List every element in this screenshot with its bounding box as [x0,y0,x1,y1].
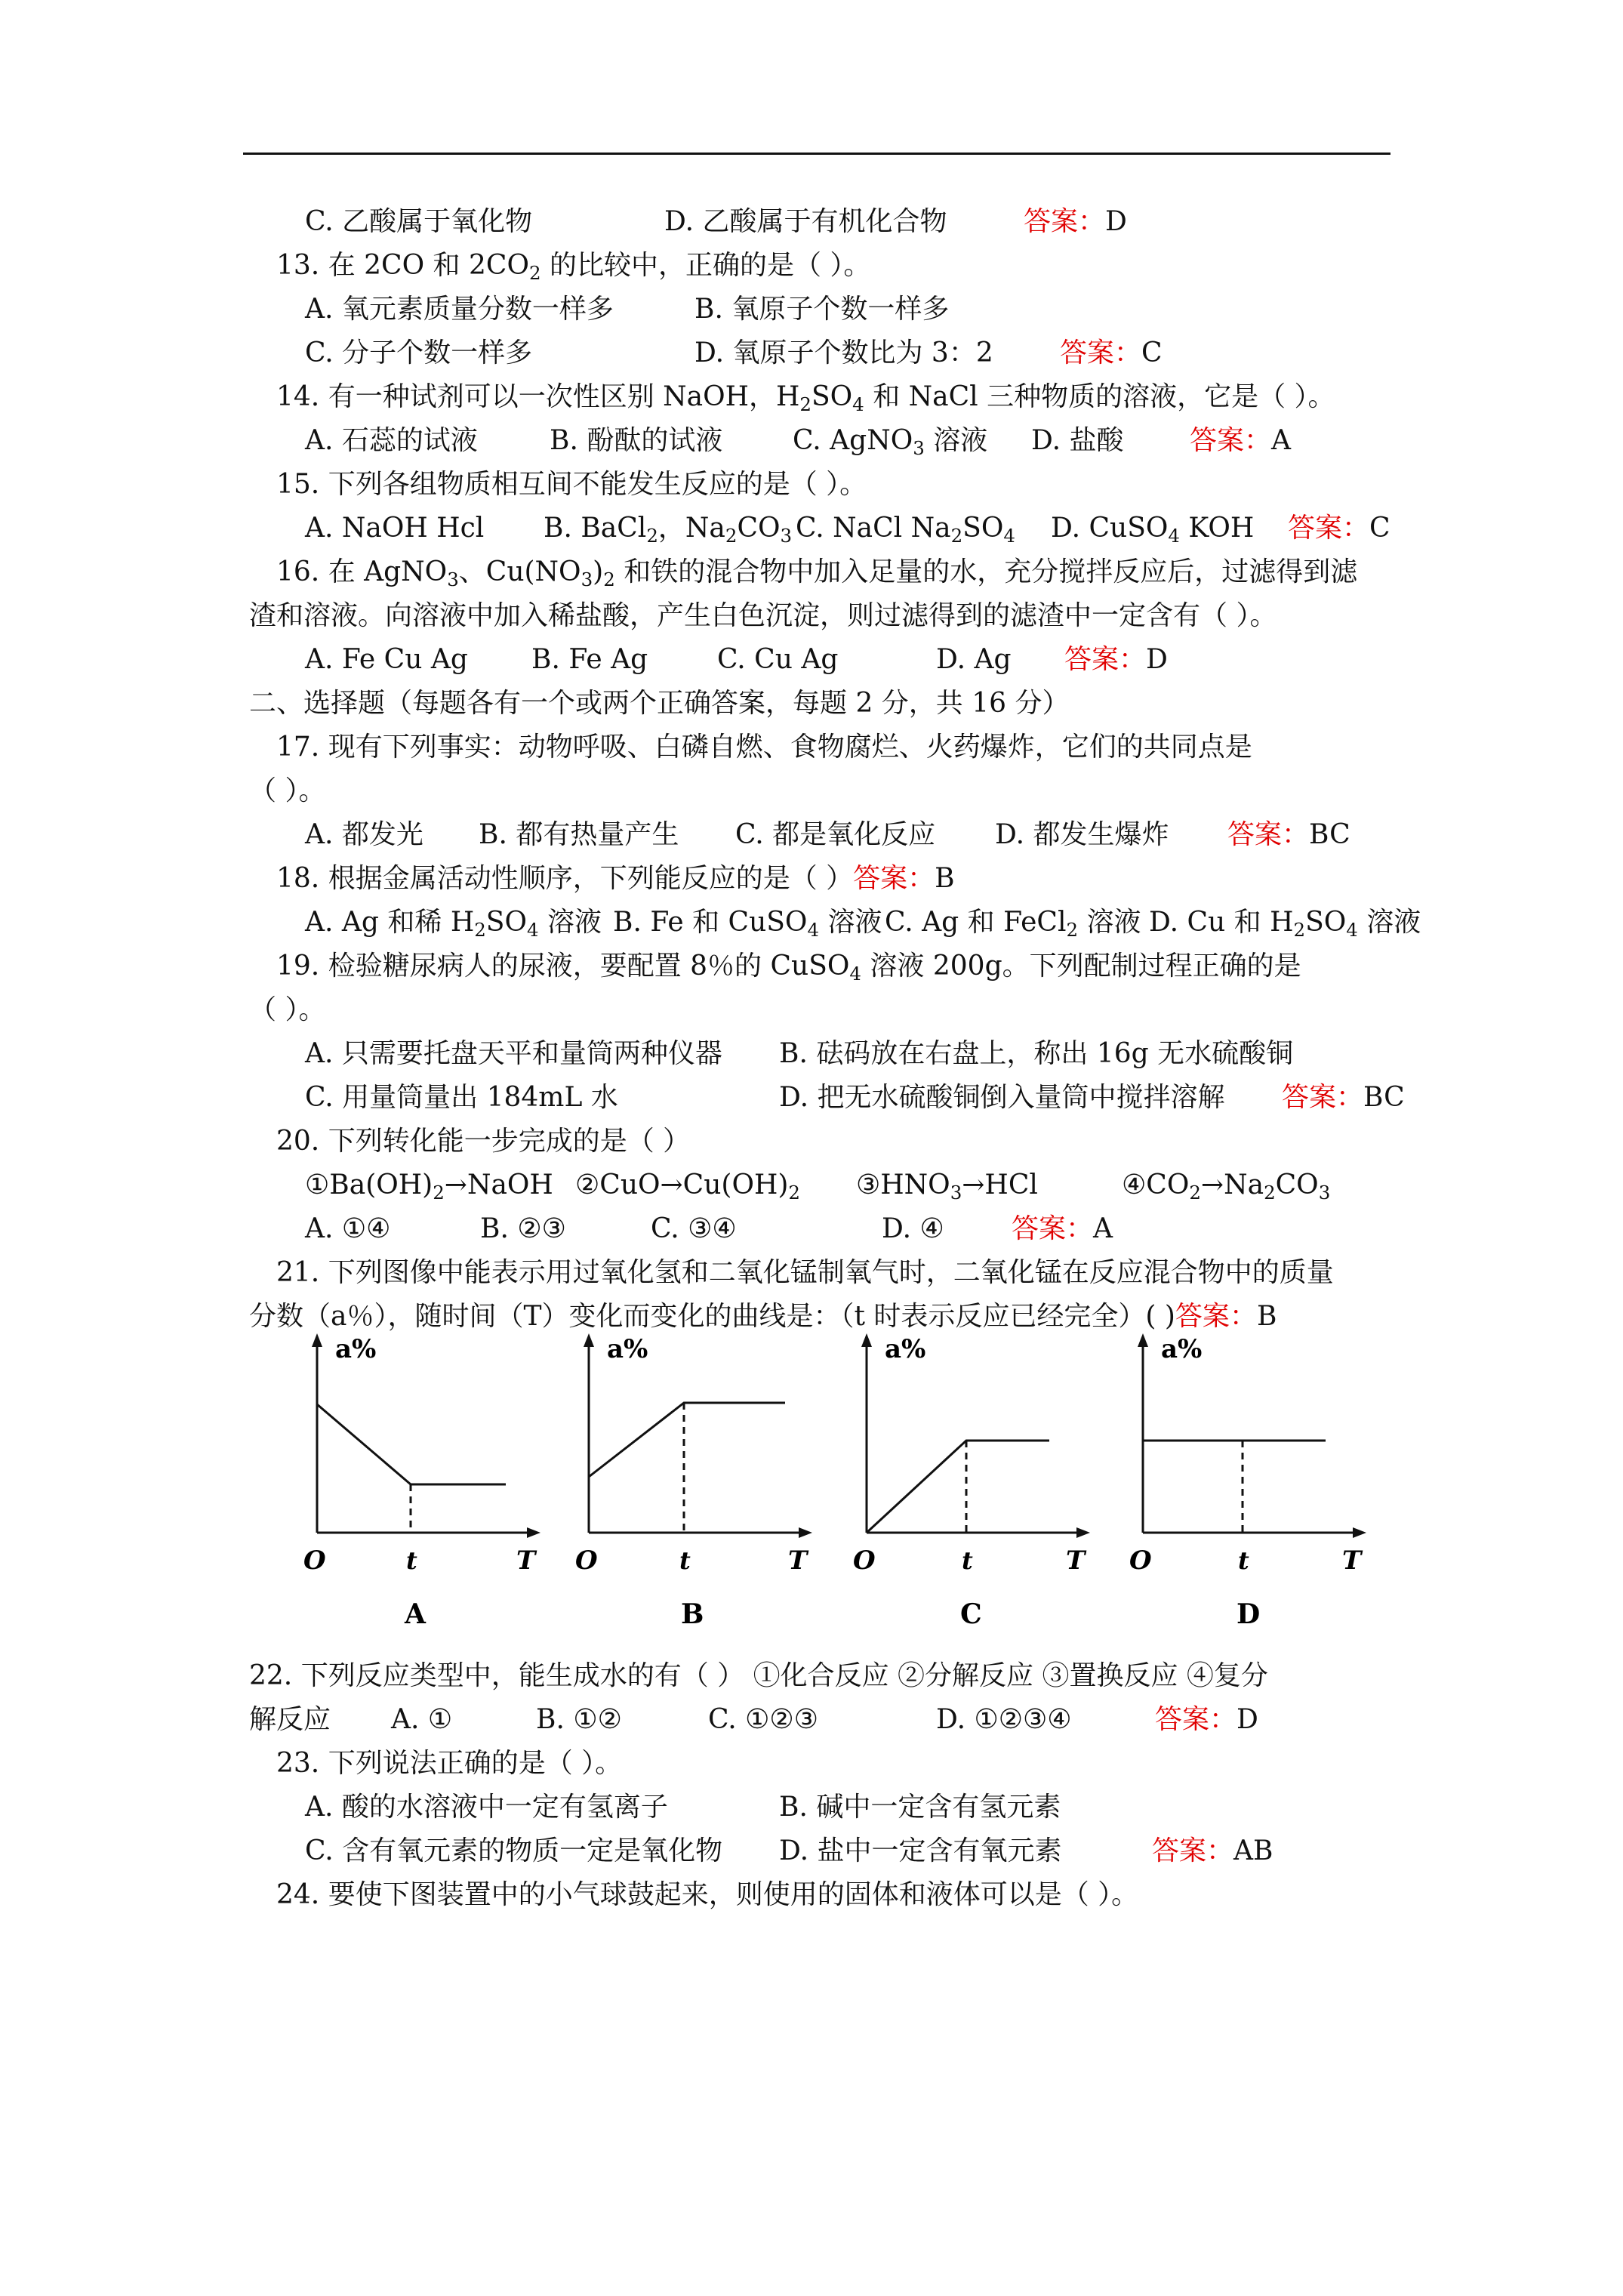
graph-d-ylabel: a% [1161,1334,1203,1364]
q16-option-c: C. Cu Ag [717,644,839,675]
graph-a-letter: A [405,1598,426,1630]
graph-c-letter: C [960,1598,982,1630]
q15-stem: 15. 下列各组物质相互间不能发生反应的是（ ）。 [276,469,867,500]
graph-c-x-arrow [1076,1527,1090,1538]
graph-d-letter: D [1236,1598,1261,1630]
graph-a-xlabel: T [516,1546,536,1576]
q16-option-b: B. Fe Ag [531,644,648,675]
graph-a [290,1314,562,1631]
graph-b-x-arrow [799,1527,812,1538]
q14-option-b: B. 酚酞的试液 [550,425,723,456]
q16-stem-line2: 渣和溶液。向溶液中加入稀盐酸，产生白色沉淀，则过滤得到的滤渣中一定含有（ ）。 [249,600,1277,631]
q22-option-b: B. ①② [536,1704,622,1735]
q15-option-d: D. CuSO$_4$ KOH [1051,513,1255,547]
graph-a-origin: O [303,1546,326,1576]
graph-b-origin: O [575,1546,598,1576]
q20-option-b: B. ②③ [480,1213,566,1244]
q16-option-d: D. Ag [936,644,1012,675]
q17-option-b: B. 都有热量产生 [479,819,679,850]
q16-option-a: A. Fe Cu Ag [305,644,468,675]
q13-option-c: C. 分子个数一样多 [305,337,533,368]
q16-answer: 答案：D [1064,644,1168,675]
q14-stem: 14. 有一种试剂可以一次性区别 NaOH，$H_2SO_4$ 和 NaCl 三种物质的溶液，它是（ ）。 [276,381,1335,415]
q17-option-c: C. 都是氧化反应 [735,819,936,850]
q12-option-c: C. 乙酸属于氧化物 [305,206,533,237]
q14-option-c: C. AgNO$_3$ 溶液 [793,425,988,459]
q19-option-d: D. 把无水硫酸铜倒入量筒中搅拌溶解 [779,1082,1225,1113]
graph-c-svg [839,1314,1111,1631]
q15-answer: 答案：C [1288,513,1390,544]
q20-answer: 答案：A [1012,1213,1113,1244]
q18-answer: 答案：B [853,863,955,894]
q15-option-a: A. NaOH Hcl [305,513,485,544]
graph-a-x-arrow [527,1527,540,1538]
graph-b-xlabel: T [788,1546,808,1576]
q18-option-c: C. Ag 和 FeCl$_2$ 溶液 [885,907,1141,941]
q19-stem-line2: （ ）。 [249,994,326,1025]
graph-d-y-arrow [1138,1333,1148,1347]
q19-option-c: C. 用量筒量出 184mL 水 [305,1082,618,1113]
q17-stem-line1: 17. 现有下列事实：动物呼吸、白磷自燃、食物腐烂、火药爆炸，它们的共同点是 [276,732,1252,763]
q22-option-c: C. ①②③ [708,1704,818,1735]
q23-option-b: B. 碱中一定含有氢元素 [779,1792,1061,1823]
q20-item-4: $④CO_2\to Na_2CO_3$ [1122,1170,1331,1203]
q18-option-d: D. Cu 和 $H_2SO_4$ 溶液 [1149,907,1421,941]
q14-option-d: D. 盐酸 [1031,425,1124,456]
q23-option-d: D. 盐中一定含有氧元素 [779,1835,1062,1866]
graph-b-curve [589,1403,785,1477]
q17-option-d: D. 都发生爆炸 [995,819,1169,850]
q17-answer: 答案：BC [1227,819,1350,850]
q14-answer: 答案：A [1190,425,1292,456]
q18-option-b: B. Fe 和 CuSO$_4$ 溶液 [613,907,882,941]
q19-stem-line1: 19. 检验糖尿病人的尿液，要配置 8％的 CuSO$_4$ 溶液 200g。下列配制过程正确的是 [276,951,1301,985]
q20-stem: 20. 下列转化能一步完成的是（ ） [276,1126,691,1157]
graph-c-curve [867,1441,1049,1533]
graph-b-letter: B [681,1598,704,1630]
q13-option-d: D. 氧原子个数比为 3：2 [694,337,993,368]
graph-a-tick: t [406,1546,417,1575]
graph-c-ylabel: a% [885,1334,926,1364]
q15-option-c: C. NaCl $Na_2SO_4$ [796,513,1015,547]
graph-c-xlabel: T [1066,1546,1086,1576]
graph-b-tick: t [679,1546,691,1575]
q21-stem-line2: 分数（a％），随时间（T）变化而变化的曲线是：（t 时表示反应已经完全）( )答案：B [249,1301,1277,1332]
q20-item-3: $③HNO_3\to HCl$ [856,1170,1038,1203]
graph-c-origin: O [853,1546,876,1576]
graph-a-svg [290,1314,562,1631]
q12-answer: 答案：D [1024,206,1127,237]
q20-item-2: $②CuO\to Cu(OH)_2$ [575,1170,800,1203]
q21-answer: 答案：B [1175,1301,1277,1332]
q22-option-d: D. ①②③④ [936,1704,1072,1735]
q19-option-a: A. 只需要托盘天平和量筒两种仪器 [305,1038,722,1069]
q12-option-d: D. 乙酸属于有机化合物 [664,206,947,237]
graph-a-ylabel: a% [335,1334,377,1364]
q22-stem-line2: 解反应 [249,1704,331,1735]
q20-option-d: D. ④ [882,1213,944,1244]
q22-option-a: A. ① [391,1704,453,1735]
q22-answer: 答案：D [1155,1704,1258,1735]
q16-stem-line1: 16. 在 AgNO$_3$、$Cu(NO_3)_2$ 和铁的混合物中加入足量的水，充分搅拌反应后，过滤得到滤 [276,556,1358,590]
q19-answer: 答案：BC [1282,1082,1405,1113]
q23-stem: 23. 下列说法正确的是（ ）。 [276,1748,623,1779]
graph-c-y-arrow [861,1333,872,1347]
graph-c-tick: t [962,1546,973,1575]
q13-stem: 13. 在 2CO 和 $2CO_2$ 的比较中，正确的是（ ）。 [276,250,871,284]
q13-option-b: B. 氧原子个数一样多 [694,294,950,325]
graph-c [839,1314,1111,1631]
q20-option-c: C. ③④ [651,1213,737,1244]
q20-item-1: $①Ba(OH)_2\to NaOH$ [305,1170,553,1203]
graph-b-svg [562,1314,833,1631]
graph-d-x-arrow [1353,1527,1366,1538]
graph-b-y-arrow [584,1333,594,1347]
q17-stem-line2: （ ）。 [249,775,326,806]
q23-answer: 答案：AB [1152,1835,1273,1866]
q15-option-b: B. BaCl$_2$，$Na_2CO_3$ [544,513,793,547]
q23-option-c: C. 含有氧元素的物质一定是氧化物 [305,1835,723,1866]
q17-option-a: A. 都发光 [305,819,423,850]
q23-option-a: A. 酸的水溶液中一定有氢离子 [305,1792,668,1823]
q24-stem: 24. 要使下图装置中的小气球鼓起来，则使用的固体和液体可以是（ ）。 [276,1879,1139,1910]
graph-d [1116,1314,1387,1631]
graph-a-curve [317,1404,506,1484]
graph-d-tick: t [1238,1546,1249,1575]
graph-b-ylabel: a% [607,1334,648,1364]
section-2-heading: 二、选择题（每题各有一个或两个正确答案，每题 2 分，共 16 分） [249,688,1070,719]
q13-answer: 答案：C [1060,337,1163,368]
q18-stem: 18. 根据金属活动性顺序，下列能反应的是（ ）答案：B [276,863,955,894]
header-rule [243,153,1390,155]
q22-stem-line1: 22. 下列反应类型中，能生成水的有（ ） ①化合反应 ②分解反应 ③置换反应 ④复分 [249,1660,1268,1691]
q21-stem-line1: 21. 下列图像中能表示用过氧化氢和二氧化锰制氧气时，二氧化锰在反应混合物中的质量 [276,1257,1334,1288]
q13-option-a: A. 氧元素质量分数一样多 [305,294,614,325]
graph-d-xlabel: T [1342,1546,1362,1576]
q20-option-a: A. ①④ [305,1213,391,1244]
graph-d-origin: O [1129,1546,1152,1576]
graph-a-y-arrow [312,1333,322,1347]
graph-d-svg [1116,1314,1387,1631]
q19-option-b: B. 砝码放在右盘上，称出 16g 无水硫酸铜 [779,1038,1294,1069]
q18-option-a: A. Ag 和稀 $H_2SO_4$ 溶液 [305,907,602,941]
graph-b [562,1314,833,1631]
q14-option-a: A. 石蕊的试液 [305,425,478,456]
